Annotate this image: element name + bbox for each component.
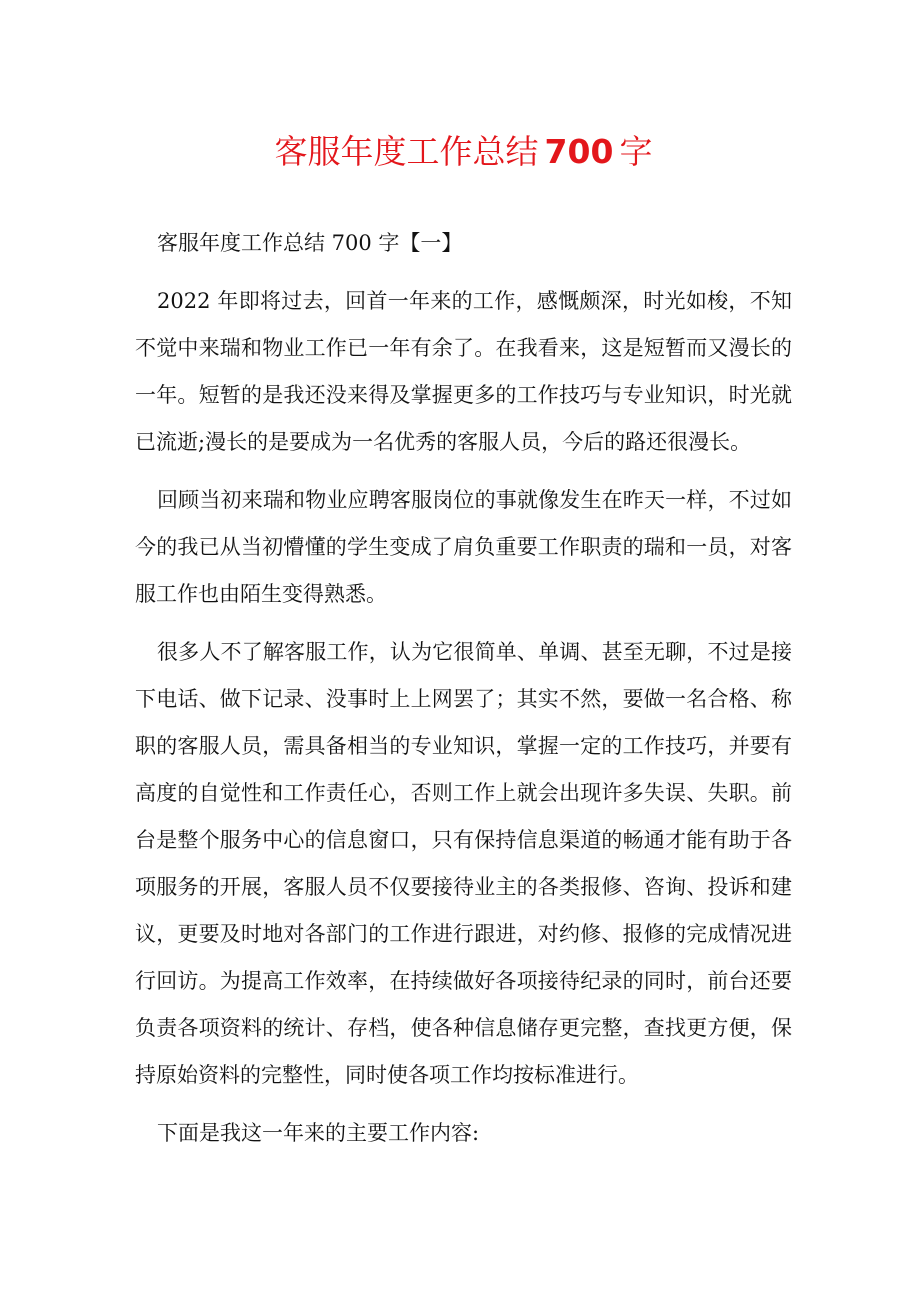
paragraph: 下面是我这一年来的主要工作内容: <box>157 1121 480 1145</box>
title-tail: 字 <box>619 132 653 171</box>
paragraph: 2022 年即将过去，回首一年来的工作，感慨颇深，时光如梭，不知不觉中来瑞和物业工作已一年有余了。在我看来，这是短暂而又漫长的一年。短暂的是我还没来得及掌握更多的工作技巧与专业知识，时光就已流逝;漫长的是要成为一名优秀的客服人员，今后的路还很漫长。 <box>135 289 792 454</box>
document-body <box>135 220 792 1157</box>
paragraph: 很多人不了解客服工作，认为它很简单、单调、甚至无聊，不过是接下电话、做下记录、没事时上上网罢了；其实不然，要做一名合格、称职的客服人员，需具备相当的专业知识，掌握一定的工作技巧，并要有高度的自觉性和工作责任心，否则工作上就会出现许多失误、失职。前台是整个服务中心的信息窗口，只有保持信息渠道的畅通才能有助于各项服务的开展，客服人员不仅要接待业主的各类报修、咨询、投诉和建议，更要及时地对各部门的工作进行跟进，对约修、报修的完成情况进行回访。为提高工作效率，在持续做好各项接待纪录的同时，前台还要负责各项资料的统计、存档，使各种信息储存更完整，查找更方便，保持原始资料的完整性，同时使各项工作均按标准进行。 <box>135 640 792 1087</box>
paragraph: 回顾当初来瑞和物业应聘客服岗位的事就像发生在昨天一样，不过如今的我已从当初懵懂的学生变成了肩负重要工作职责的瑞和一员，对客服工作也由陌生变得熟悉。 <box>135 488 792 606</box>
document-title <box>135 0 792 176</box>
title-main: 客服年度工作总结 <box>274 132 539 171</box>
section-heading: 客服年度工作总结 700 字【一】 <box>157 231 463 255</box>
title-number: 700 <box>544 132 614 171</box>
